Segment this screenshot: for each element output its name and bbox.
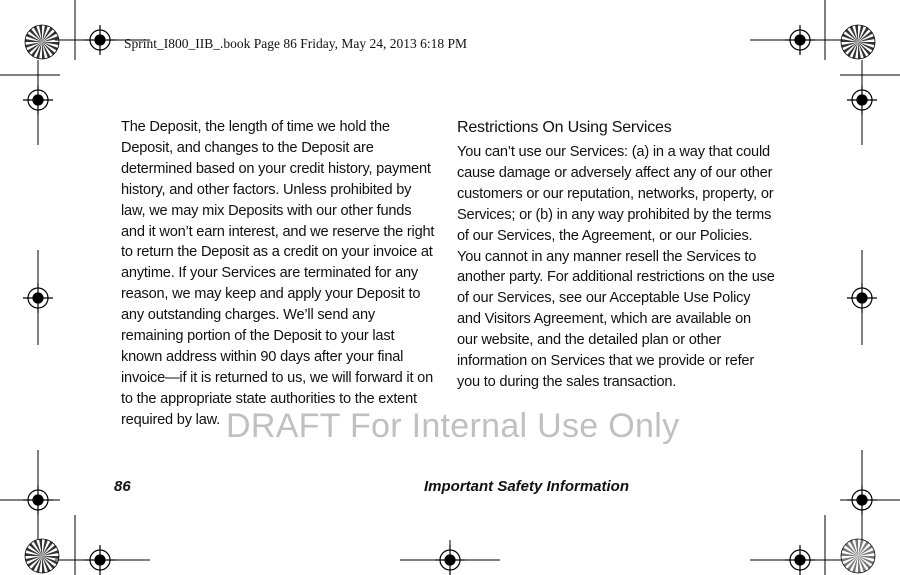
restrictions-paragraph: You can’t use our Services: (a) in a way that could cause damage or adversely affect any of our other customers or our reputation, networks, property, or Services; or (b) in any way prohibited by the terms of our Services, the Agreement, or our Policies. You cannot in any manner resell the Services to another party. For additional restrictions on the use of our Services, see our Acceptable Use Policy and Visitors Agreement, which are available on our website, and the detailed plan or other information on Services that we provide or refer you to during the sales transaction. bbox=[457, 144, 775, 390]
starburst-target bbox=[25, 539, 59, 573]
starburst-target bbox=[841, 25, 875, 59]
footer-section-title: Important Safety Information bbox=[424, 478, 630, 495]
book-slug-line: Sprint_I800_IIB_.book Page 86 Friday, May 24, 2013 6:18 PM bbox=[124, 36, 467, 51]
left-column bbox=[121, 117, 435, 431]
draft-watermark: DRAFT For Internal Use Only bbox=[226, 407, 680, 445]
starburst-target bbox=[841, 539, 875, 573]
deposit-paragraph: The Deposit, the length of time we hold the Deposit, and changes to the Deposit are determined based on your credit history, payment history, and other factors. Unless prohibited by law, we may mix Deposits with our other funds and it won’t earn interest, and we reserve the right to return the Deposit as a credit on your invoice at anytime. If your Services are terminated for any reason, we may keep and apply your Deposit to any outstanding charges. We’ll send any remaining portion of the Deposit to your last known address within 90 days after your final invoice—if it is returned to us, we will forward it on to the appropriate state authorities to the extent required by law. bbox=[121, 119, 435, 428]
starburst-target bbox=[25, 25, 59, 59]
section-heading: Restrictions On Using Services bbox=[457, 119, 672, 136]
right-column bbox=[457, 117, 775, 393]
page-number: 86 bbox=[114, 478, 131, 495]
